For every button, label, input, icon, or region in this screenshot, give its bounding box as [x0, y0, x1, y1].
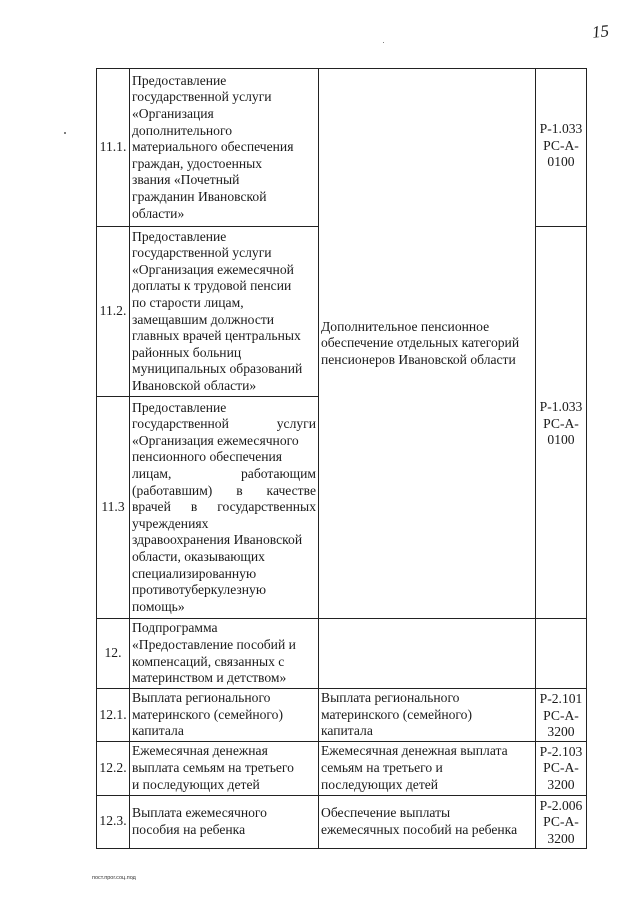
- service-description: Обеспечение выплаты ежемесячных пособий на ребенка: [319, 795, 536, 848]
- service-code: Р-2.101 РС-А- 3200: [536, 689, 587, 742]
- scan-speck: [64, 132, 66, 134]
- row-number: 11.2.: [97, 227, 130, 397]
- scan-speck: [383, 42, 384, 43]
- service-name: Выплата ежемесячного пособия на ребенка: [130, 795, 319, 848]
- service-description: Выплата регионального материнского (семейного) капитала: [319, 689, 536, 742]
- service-description: Ежемесячная денежная выплата семьям на третьего и последующих детей: [319, 741, 536, 795]
- row-number: 12.3.: [97, 795, 130, 848]
- table-row: [97, 689, 587, 742]
- service-code: Р-1.033 РС-А- 0100: [536, 69, 587, 227]
- service-code: Р-1.033 РС-А- 0100: [536, 227, 587, 619]
- page-number: 15: [591, 21, 610, 42]
- empty-cell: [319, 619, 536, 689]
- services-table: [96, 68, 587, 849]
- subprogram-name: Подпрограмма «Предоставление пособий и компенсаций, связанных с материнством и детством»: [130, 619, 319, 689]
- service-description-merged: Дополнительное пенсионное обеспечение отдельных категорий пенсионеров Ивановской области: [319, 69, 536, 619]
- empty-cell: [536, 619, 587, 689]
- row-number: 11.1.: [97, 69, 130, 227]
- row-number: 12.: [97, 619, 130, 689]
- row-number: 11.3: [97, 397, 130, 619]
- service-name: Предоставление государственной услуги «Организация дополнительного материального обеспечения граждан, удостоенных звания «Почетный гражданин Ивановской области»: [130, 69, 319, 227]
- table-row: [97, 619, 587, 689]
- table-row: [97, 795, 587, 848]
- service-name: Ежемесячная денежная выплата семьям на третьего и последующих детей: [130, 741, 319, 795]
- service-name: Предоставление государственной услуги «Организация ежемесячного пенсионного обеспечения лицам, работающим (работавшим) в качестве врачей в государственных учреждениях здравоохранения Ивановской области, оказывающих специализированную противотуберкулезную помощь»: [130, 397, 319, 619]
- table-row: [97, 69, 587, 227]
- service-name: Выплата регионального материнского (семейного) капитала: [130, 689, 319, 742]
- row-number: 12.1.: [97, 689, 130, 742]
- footer-file-note: пост.прог.соц.под: [92, 875, 136, 881]
- row-number: 12.2.: [97, 741, 130, 795]
- service-code: Р-2.103 РС-А- 3200: [536, 741, 587, 795]
- service-name: Предоставление государственной услуги «Организация ежемесячной доплаты к трудовой пенсии по старости лицам, замещавшим должности главных врачей центральных районных больниц муниципальных образований Ивановской области»: [130, 227, 319, 397]
- table-row: [97, 741, 587, 795]
- service-code: Р-2.006 РС-А- 3200: [536, 795, 587, 848]
